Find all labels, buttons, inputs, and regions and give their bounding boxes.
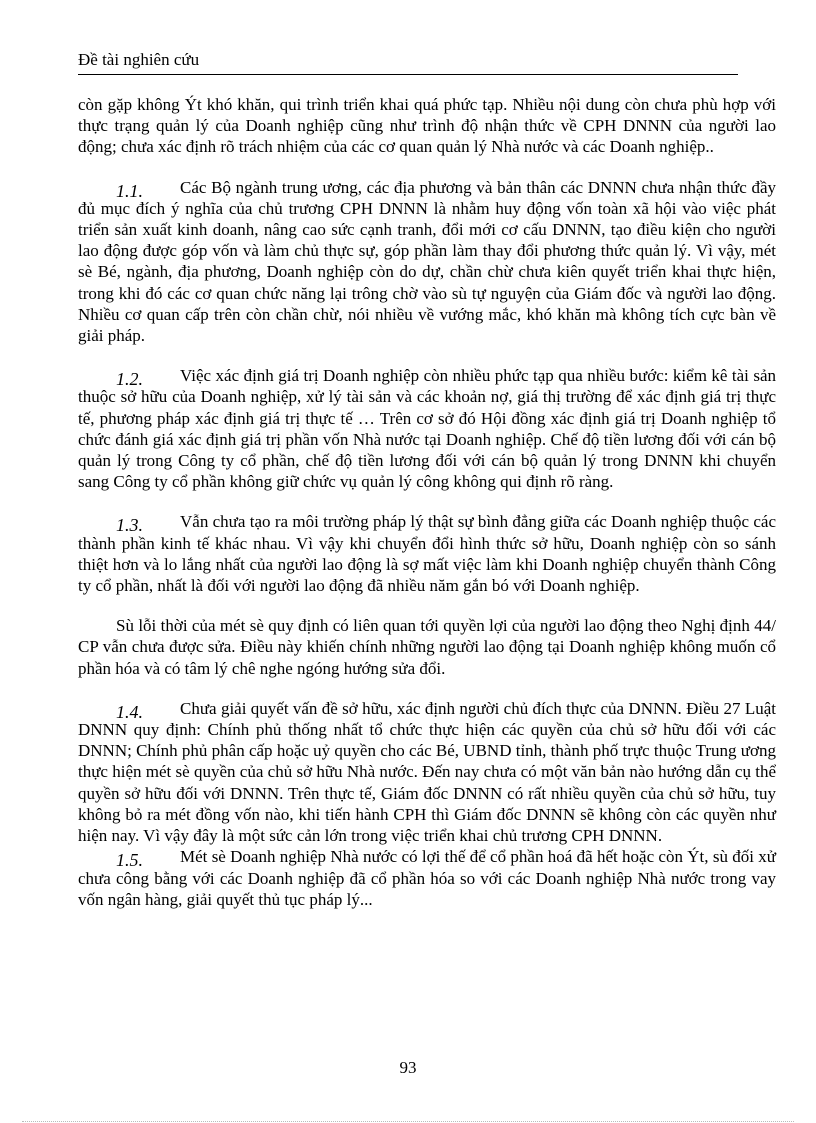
paragraph-intro — [78, 94, 776, 158]
item-number: 1.3. — [116, 515, 143, 536]
item-number: 1.2. — [116, 369, 143, 390]
paragraph-text: Việc xác định giá trị Doanh nghiệp còn nhiều phức tạp qua nhiều bước: kiểm kê tài sản thuộc sở hữu của Doanh nghiệp, xử lý tài sản và các khoản nợ, giá thị trường để xác định giá trị thực tế, phương pháp xác định giá trị thực tế … Trên cơ sở đó Hội đồng xác định giá trị Doanh nghiệp tổ chức đánh giá xác định giá trị phần vốn Nhà nước tại Doanh nghiệp. Chế độ tiền lương đối với cán bộ quản lý trong Công ty cổ phần, chế độ tiền lương đối với cán bộ quản lý trong DNNN khi chuyển sang Công ty cổ phần không giữ chức vụ quản lý công không qui định rõ ràng. — [78, 366, 776, 492]
item-number: 1.5. — [116, 850, 143, 871]
paragraph-1-5 — [78, 846, 776, 910]
paragraph-text: Mét sè Doanh nghiệp Nhà nước có lợi thế để cổ phần hoá đã hết hoặc còn Ýt, sù đối xử chưa công bằng với các Doanh nghiệp đã cổ phần hóa so với các Doanh nghiệp Nhà nước trong vay vốn ngân hàng, giải quyết thủ tục pháp lý... — [78, 847, 776, 909]
running-header — [78, 50, 738, 75]
paragraph-1-1 — [78, 177, 776, 347]
paragraph-text: Vẫn chưa tạo ra môi trường pháp lý thật sự bình đẳng giữa các Doanh nghiệp thuộc các thành phần kinh tế khác nhau. Vì vậy khi chuyển đổi hình thức sở hữu, Doanh nghiệp còn so sánh thiệt hơn và lo lắng nhất của người lao động là sợ mất việc làm khi Doanh nghiệp chuyển thành Công ty cổ phần, nhất là đối với người lao động đã nhiều năm gắn bó với Doanh nghiệp. — [78, 512, 776, 596]
paragraph-text: Các Bộ ngành trung ương, các địa phương và bản thân các DNNN chưa nhận thức đầy đủ mục đích ý nghĩa của chủ trương CPH DNNN là nhằm huy động vốn toàn xã hội vào việc phát triển sản xuất kinh doanh, nâng cao sức cạnh tranh, đổi mới cơ cấu DNNN, tạo điều kiện cho người lao động được góp vốn và làm chủ thực sự, góp phần làm thay đổi phương thức quản lý. Vì vậy, mét sè Bé, ngành, địa phương, Doanh nghiệp còn do dự, chần chừ chưa kiên quyết triển khai thực hiện, trong khi đó các cơ quan chức năng lại trông chờ vào sù tự nguyện của Giám đốc và người lao động. Nhiều cơ quan cấp trên còn chần chừ, nói nhiều về vướng mắc, khó khăn mà không tích cực bàn về giải pháp. — [78, 177, 776, 346]
paragraph-1-2 — [78, 365, 776, 492]
paragraph-obsolete-rules — [78, 615, 776, 679]
page-number: 93 — [399, 1058, 417, 1077]
paragraph-text: Chưa giải quyết vấn đề sở hữu, xác định người chủ đích thực của DNNN. Điều 27 Luật DNNN quy định: Chính phủ thống nhất tổ chức thực hiện các quyền của chủ sở hữu đối với các DNNN; Chính phủ phân cấp hoặc uỷ quyền cho các Bé, UBND tỉnh, thành phố trực thuộc Trung ương thực hiện mét sè quyền của chủ sở hữu Nhà nước. Đến nay chưa có một văn bản nào hướng dẫn cụ thể quyền sở hữu đối với DNNN. Trên thực tế, Giám đốc DNNN có rất nhiều quyền của chủ sở hữu, tuy không bỏ ra mét đồng vốn nào, khi tiến hành CPH thì Giám đốc DNNN sẽ không còn các quyền như hiện nay. Vì vậy đây là một sức cản lớn trong việc triển khai chủ trương CPH DNNN. — [78, 698, 776, 846]
document-body — [78, 94, 776, 910]
item-number: 1.1. — [116, 180, 143, 201]
item-number: 1.4. — [116, 701, 143, 722]
paragraph-1-3 — [78, 511, 776, 596]
page-bottom-divider — [22, 1121, 794, 1122]
paragraph-text: còn gặp không Ýt khó khăn, qui trình triển khai quá phức tạp. Nhiều nội dung còn chưa phù hợp với thực trạng quản lý của Doanh nghiệp cũng như trình độ nhận thức về CPH DNNN của người lao động; chưa xác định rõ trách nhiệm của các cơ quan quản lý Nhà nước và các Doanh nghiệp.. — [78, 95, 776, 157]
header-title: Đề tài nghiên cứu — [78, 50, 200, 69]
paragraph-text: Sù lỗi thời của mét sè quy định có liên quan tới quyền lợi của người lao động theo Nghị định 44/ CP vẫn chưa được sửa. Điều này khiến chính những người lao động tại Doanh nghiệp không muốn cổ phần hóa và có tâm lý chê nghe ngóng hướng sửa đổi. — [78, 616, 776, 678]
paragraph-1-4 — [78, 698, 776, 846]
